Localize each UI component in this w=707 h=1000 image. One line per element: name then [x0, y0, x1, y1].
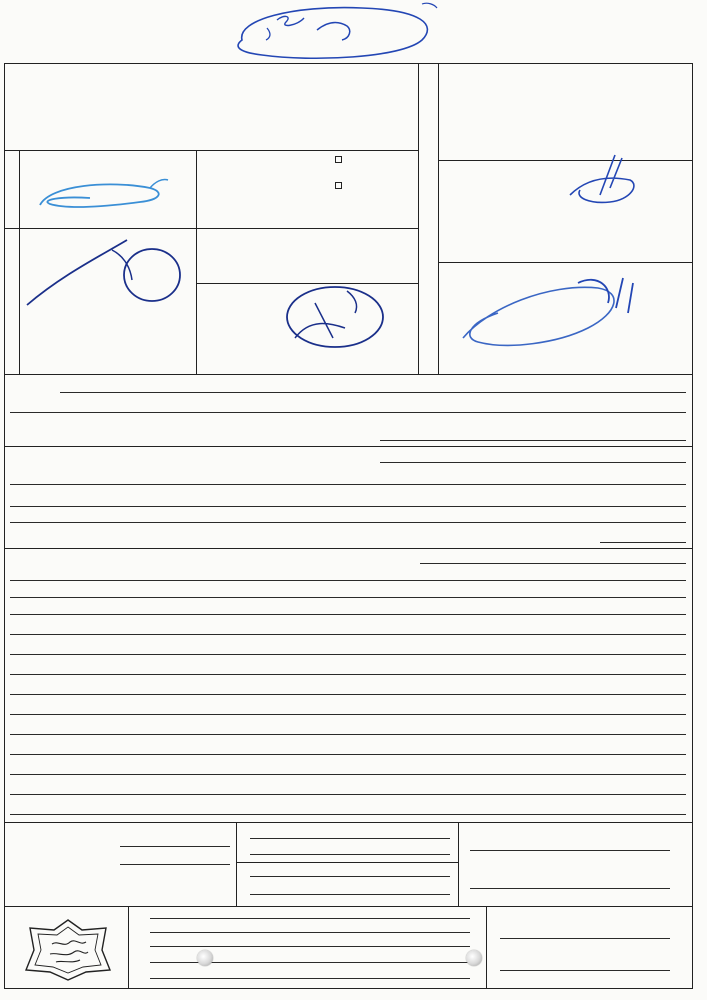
top-signature — [222, 0, 452, 66]
rule — [4, 446, 693, 447]
handwriting-line — [250, 854, 450, 855]
handwriting-line — [10, 634, 686, 635]
handwriting-line — [120, 846, 230, 847]
handwriting-line — [250, 838, 450, 839]
info-mid-label — [240, 868, 454, 880]
stamp-text — [22, 966, 114, 978]
rule — [458, 822, 459, 906]
signature-dark-scribble — [22, 235, 182, 310]
handwriting-line — [10, 714, 686, 715]
middle-column-label — [200, 168, 414, 180]
rule — [4, 374, 693, 375]
handwriting-line — [10, 774, 686, 775]
footer-right-label — [490, 930, 686, 942]
rule — [236, 822, 237, 906]
middle-column-label — [200, 266, 414, 278]
handwriting-line — [10, 694, 686, 695]
rule — [128, 906, 129, 989]
left-column-label — [22, 354, 192, 366]
handwriting-line — [120, 864, 230, 865]
middle-column-label — [200, 210, 414, 222]
section-2-line — [10, 400, 686, 412]
checkbox[interactable] — [335, 182, 342, 189]
handwriting-line — [10, 506, 686, 507]
footer-mid-label — [132, 970, 482, 982]
rule — [19, 150, 20, 374]
handwriting-line — [600, 542, 686, 543]
checkbox[interactable] — [335, 156, 342, 163]
handwriting-line — [10, 412, 686, 413]
signature-round — [275, 283, 395, 358]
footer-mid-label — [132, 938, 482, 950]
signature-blue-check — [560, 150, 650, 215]
rule — [236, 862, 458, 863]
handwriting-line — [10, 674, 686, 675]
rule — [4, 822, 693, 823]
handwriting-line — [380, 462, 686, 463]
handwriting-line — [10, 734, 686, 735]
footer-mid-label — [132, 954, 482, 966]
info-mid-label — [240, 846, 454, 858]
middle-column-label — [200, 154, 414, 166]
rule — [486, 906, 487, 989]
rule — [4, 150, 418, 151]
handwriting-line — [420, 563, 686, 564]
section-2-line — [10, 428, 686, 440]
handwriting-line — [10, 597, 686, 598]
info-right-label — [462, 880, 686, 892]
section-1-heading — [200, 92, 414, 104]
rule — [4, 906, 693, 907]
handwriting-line — [150, 918, 470, 919]
info-mid-label — [240, 886, 454, 898]
handwriting-line — [250, 876, 450, 877]
info-left-label — [8, 856, 232, 868]
footer-mid-label — [132, 910, 482, 922]
rule — [418, 63, 419, 374]
handwriting-line — [150, 932, 470, 933]
handwriting-line — [470, 888, 670, 889]
right-column-label — [442, 242, 682, 254]
signature-large-loop — [448, 268, 648, 358]
handwriting-line — [10, 794, 686, 795]
handwriting-line — [10, 614, 686, 615]
section-1-paragraph — [8, 106, 414, 118]
handwriting-line — [10, 484, 686, 485]
handwriting-line — [10, 814, 686, 815]
section-1-paragraph — [8, 134, 414, 146]
section-4-heading — [420, 554, 686, 566]
handwriting-line — [10, 654, 686, 655]
right-column-label — [442, 128, 682, 140]
rule — [438, 63, 439, 374]
section-3-line — [10, 530, 686, 542]
handwriting-line — [500, 970, 670, 971]
rule — [4, 548, 693, 549]
section-1-paragraph — [8, 120, 414, 132]
rule — [196, 228, 418, 229]
signature-light-blue — [30, 170, 180, 220]
handwriting-line — [380, 440, 686, 441]
rule — [196, 150, 197, 374]
info-left-label — [8, 882, 232, 894]
handwriting-line — [500, 938, 670, 939]
rule — [438, 262, 693, 263]
handwriting-line — [60, 392, 686, 393]
info-right-label — [462, 842, 686, 854]
handwriting-line — [10, 522, 686, 523]
handwriting-line — [10, 754, 686, 755]
handwriting-line — [470, 850, 670, 851]
pushpin — [197, 950, 213, 966]
handwriting-line — [250, 894, 450, 895]
handwriting-line — [150, 978, 470, 979]
footer-mid-label — [132, 924, 482, 936]
handwriting-line — [10, 580, 686, 581]
footer-right-label — [490, 962, 686, 974]
info-mid-label — [240, 830, 454, 842]
pushpin — [466, 950, 482, 966]
handwriting-line — [150, 946, 470, 947]
